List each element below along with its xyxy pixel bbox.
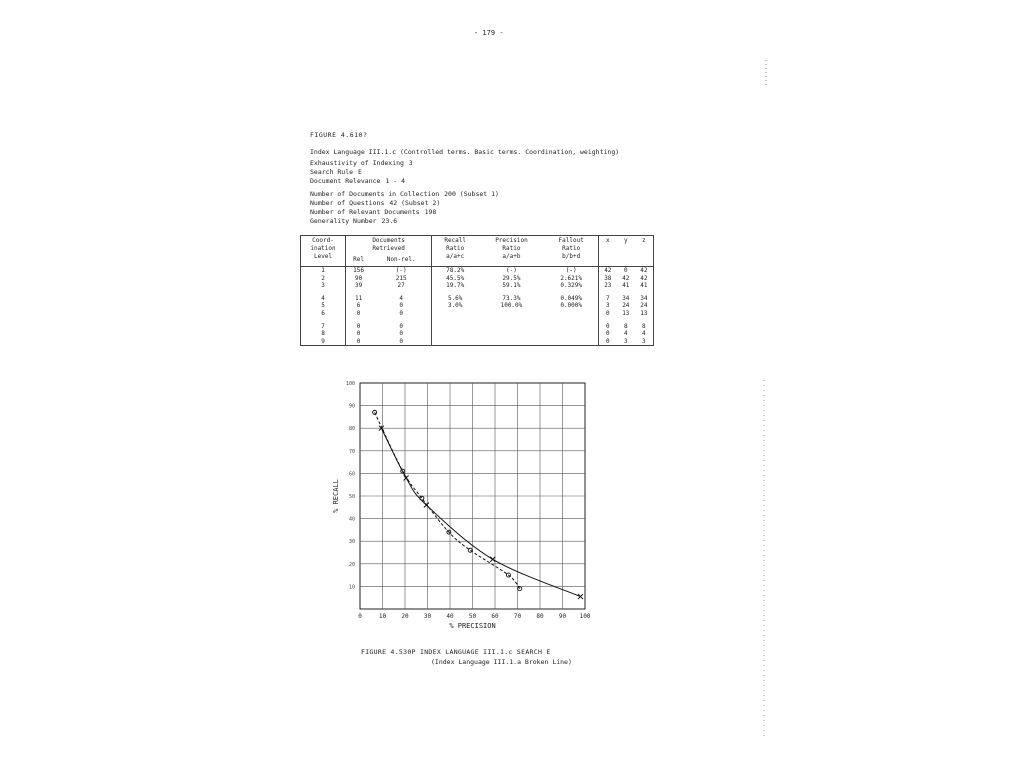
- series-line-solid: [381, 428, 580, 596]
- header-z: z: [635, 236, 654, 267]
- exhaustivity-line: [310, 159, 413, 167]
- data-point-o-marker: [420, 496, 424, 500]
- table-cell-recall: 3.0%: [447, 302, 463, 310]
- table-cell-nonrel: 27: [371, 282, 431, 290]
- relevant-docs-label: Number of Relevant Documents: [310, 208, 420, 216]
- table-cell-recall: [432, 338, 479, 346]
- scan-edge-mark-lower: [762, 0, 766, 768]
- results-table: [300, 235, 654, 346]
- search-rule-line: [310, 168, 362, 176]
- table-cell-fallout: 0.049%: [545, 290, 599, 303]
- x-tick-label: 90: [558, 613, 567, 620]
- header-precision: Precision Ratio a/a+b: [478, 236, 544, 267]
- table-cell-nonrel: 215: [371, 275, 431, 283]
- table-cell-nonrel: (-): [371, 267, 431, 275]
- table-cell-z: 42: [640, 274, 648, 282]
- table-cell-precision: [478, 318, 544, 331]
- table-cell-recall: [432, 330, 479, 338]
- table-cell-z: 41: [640, 282, 648, 290]
- table-cell-x: 7: [605, 294, 610, 302]
- table-row: [301, 282, 654, 290]
- questions-line: [310, 199, 440, 207]
- table-cell-z: 34: [640, 294, 648, 302]
- table-cell-x: 23: [604, 282, 612, 290]
- header-docs: Documents Retrieved: [346, 236, 432, 256]
- header-level: Coord- ination Level: [301, 236, 346, 267]
- table-cell-precision: 29.5%: [502, 274, 521, 282]
- table-body: [301, 267, 654, 346]
- x-tick-label: 60: [491, 613, 499, 620]
- table-cell-level: 3: [301, 282, 346, 290]
- table-cell-recall: 5.6%: [447, 294, 463, 302]
- table-cell-fallout: 0.000%: [545, 302, 599, 310]
- table-cell-y: 13: [622, 309, 630, 317]
- relevant-docs-line: [310, 208, 436, 216]
- x-axis-label: % PRECISION: [449, 622, 496, 628]
- x-tick-label: 40: [446, 613, 454, 620]
- search-rule-label: Search Rule: [310, 168, 354, 176]
- table-cell-recall: [432, 318, 479, 331]
- table-cell-level: 1: [301, 267, 346, 275]
- table-cell-precision: 100.0%: [500, 302, 523, 310]
- y-tick-label: 90: [348, 403, 355, 410]
- x-tick-label: 20: [401, 613, 409, 620]
- x-tick-label: 10: [378, 613, 387, 620]
- table-cell-rel: 0: [356, 337, 361, 345]
- data-point-x-marker: [490, 557, 495, 562]
- table-cell-fallout: (-): [545, 267, 599, 275]
- table-cell-level: 6: [301, 310, 346, 318]
- exhaustivity-value: 3: [408, 159, 413, 167]
- table-cell-recall: 45.5%: [446, 274, 465, 282]
- table-cell-level: 8: [301, 330, 346, 338]
- exhaustivity-label: Exhaustivity of Indexing: [310, 159, 404, 167]
- data-point-o-marker: [468, 548, 472, 552]
- table-cell-y: 4: [624, 330, 628, 338]
- table-cell-level: 4: [301, 290, 346, 303]
- table-row: [301, 318, 654, 331]
- table-cell-x: 0: [605, 337, 610, 345]
- table-cell-nonrel: 0: [371, 330, 431, 338]
- table-row: [301, 310, 654, 318]
- table-cell-z: 13: [640, 309, 648, 317]
- table-cell-recall: [432, 310, 479, 318]
- table-cell-y: 42: [622, 274, 630, 282]
- questions-label: Number of Questions: [310, 199, 385, 207]
- table-row: [301, 338, 654, 346]
- table-cell-rel: 0: [356, 309, 361, 317]
- table-cell-z: 3: [642, 337, 646, 345]
- table-cell-nonrel: 0: [371, 302, 431, 310]
- relevance-line: [310, 177, 405, 185]
- table-cell-x: 3: [605, 302, 610, 310]
- table-cell-y: 24: [622, 302, 630, 310]
- table-cell-rel: 6: [356, 302, 361, 310]
- table-cell-fallout: [545, 330, 599, 338]
- figure-title: FIGURE 4.610?: [310, 131, 368, 139]
- y-tick-label: 40: [348, 516, 355, 523]
- data-point-x-marker: [578, 594, 583, 599]
- table-cell-z: 4: [642, 330, 646, 338]
- y-tick-label: 70: [348, 448, 355, 455]
- y-tick-label: 100: [345, 381, 355, 387]
- table-cell-x: 0: [605, 330, 610, 338]
- y-tick-label: 60: [348, 471, 355, 478]
- docs-collection-line: [310, 190, 499, 198]
- table-cell-fallout: [545, 338, 599, 346]
- table-cell-recall: 19.7%: [446, 282, 465, 290]
- header-rel: Rel: [346, 255, 372, 267]
- figure-caption-note: (Index Language III.1.a Broken Line): [431, 658, 572, 666]
- table-cell-x: 0: [605, 309, 610, 317]
- table-cell-y: 3: [624, 337, 628, 345]
- table-cell-level: 2: [301, 275, 346, 283]
- table-cell-z: 42: [640, 267, 648, 274]
- generality-line: [310, 217, 397, 225]
- table-cell-level: 7: [301, 318, 346, 331]
- docs-collection-label: Number of Documents in Collection: [310, 190, 440, 198]
- y-tick-label: 20: [348, 561, 355, 568]
- table-cell-precision: [478, 338, 544, 346]
- table-cell-y: 41: [622, 282, 630, 290]
- relevant-docs-value: 198: [424, 208, 437, 216]
- table-row: [301, 330, 654, 338]
- table-cell-nonrel: 0: [371, 318, 431, 331]
- table-cell-x: 0: [605, 322, 610, 330]
- table-cell-fallout: 2.621%: [545, 275, 599, 283]
- table-cell-y: 34: [622, 294, 630, 302]
- data-point-o-marker: [518, 587, 522, 591]
- table-cell-y: 8: [624, 322, 628, 330]
- table-cell-precision: [478, 330, 544, 338]
- table-cell-precision: 73.3%: [502, 294, 521, 302]
- table-cell-rel: 90: [354, 274, 363, 282]
- table-cell-x: 42: [604, 267, 612, 274]
- table-cell-rel: 0: [356, 330, 361, 338]
- table-cell-rel: 156: [353, 267, 365, 274]
- y-axis-label: % RECALL: [332, 479, 340, 513]
- table-cell-fallout: [545, 310, 599, 318]
- x-tick-label: 30: [423, 613, 432, 620]
- table-cell-level: 5: [301, 302, 346, 310]
- table-cell-z: 8: [642, 322, 646, 330]
- table-cell-rel: 39: [354, 282, 363, 290]
- index-language-line: Index Language III.1.c (Controlled terms. Basic terms. Coordination, weighting): [310, 148, 620, 156]
- table-row: [301, 302, 654, 310]
- table-cell-precision: 59.1%: [502, 282, 521, 290]
- table-cell-fallout: 0.329%: [545, 282, 599, 290]
- x-tick-label: 0: [358, 613, 362, 620]
- recall-precision-chart: [330, 378, 592, 628]
- table-cell-x: 38: [604, 274, 612, 282]
- table-cell-rel: 0: [356, 322, 361, 330]
- table-cell-level: 9: [301, 338, 346, 346]
- table-cell-precision: (-): [506, 267, 517, 274]
- table-cell-nonrel: 0: [371, 310, 431, 318]
- x-tick-label: 80: [536, 613, 544, 620]
- header-recall: Recall Ratio a/a+c: [432, 236, 479, 267]
- x-tick-label: 100: [579, 613, 591, 620]
- generality-label: Generality Number: [310, 217, 377, 225]
- table-cell-recall: 78.2%: [446, 267, 465, 274]
- table-cell-rel: 11: [354, 294, 363, 302]
- table-cell-z: 24: [640, 302, 648, 310]
- relevance-value: 1 - 4: [385, 177, 406, 185]
- docs-collection-value: 200 (Subset 1): [444, 190, 499, 198]
- table-row: [301, 275, 654, 283]
- table-cell-precision: [478, 310, 544, 318]
- page-number: - 179 -: [474, 29, 504, 37]
- relevance-label: Document Relevance: [310, 177, 381, 185]
- y-tick-label: 30: [348, 539, 355, 546]
- search-rule-value: E: [358, 168, 362, 176]
- table-row: [301, 290, 654, 303]
- table-cell-fallout: [545, 318, 599, 331]
- x-tick-label: 70: [513, 613, 522, 620]
- y-tick-label: 80: [348, 426, 355, 433]
- questions-value: 42 (Subset 2): [389, 199, 441, 207]
- table-row: [301, 267, 654, 275]
- generality-value: 23.6: [381, 217, 398, 225]
- table-cell-nonrel: 0: [371, 338, 431, 346]
- x-tick-label: 50: [468, 613, 477, 620]
- figure-caption: FIGURE 4.530P INDEX LANGUAGE III.1.c SEARCH E: [361, 648, 551, 656]
- y-tick-label: 50: [348, 494, 355, 500]
- table-cell-y: 0: [624, 267, 628, 274]
- y-tick-label: 10: [348, 584, 355, 591]
- header-fallout: Fallout Ratio b/b+d: [545, 236, 599, 267]
- header-nonrel: Non-rel.: [371, 255, 431, 267]
- header-y: y: [617, 236, 635, 267]
- table-cell-nonrel: 4: [371, 290, 431, 303]
- header-x: x: [598, 236, 617, 267]
